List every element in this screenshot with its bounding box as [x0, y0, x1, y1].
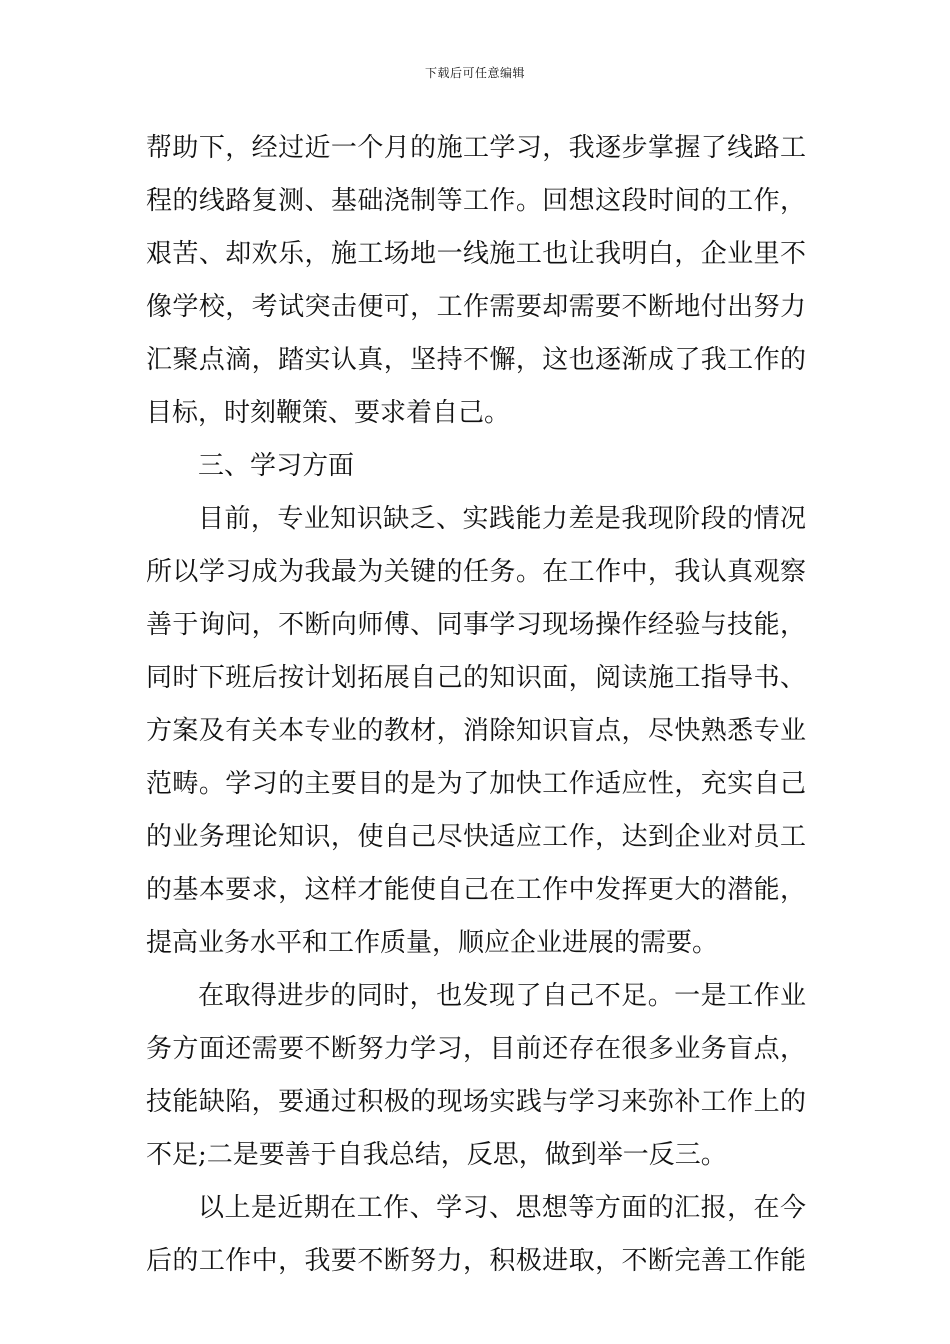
text-line: 的业务理论知识，使自己尽快适应工作，达到企业对员工 — [146, 822, 806, 852]
text-line: 善于询问，不断向师傅、同事学习现场操作经验与技能， — [146, 610, 806, 640]
text-line: 后的工作中，我要不断努力，积极进取，不断完善工作能 — [146, 1246, 806, 1276]
text-line: 目前，专业知识缺乏、实践能力差是我现阶段的情况 — [198, 504, 806, 534]
text-line: 方案及有关本专业的教材，消除知识盲点，尽快熟悉专业 — [146, 716, 806, 746]
text-line: 艰苦、却欢乐，施工场地一线施工也让我明白，企业里不 — [146, 239, 806, 269]
text-line: 帮助下，经过近一个月的施工学习，我逐步掌握了线路工 — [146, 133, 806, 163]
text-line: 汇聚点滴，踏实认真，坚持不懈，这也逐渐成了我工作的 — [146, 345, 806, 375]
text-line: 同时下班后按计划拓展自己的知识面，阅读施工指导书、 — [146, 663, 806, 693]
text-line: 不足;二是要善于自我总结，反思，做到举一反三。 — [146, 1140, 727, 1170]
text-line: 范畴。学习的主要目的是为了加快工作适应性，充实自己 — [146, 769, 806, 799]
document-body — [146, 122, 806, 1288]
text-line: 像学校，考试突击便可，工作需要却需要不断地付出努力 — [146, 292, 806, 322]
page-header — [0, 64, 950, 82]
text-line: 提高业务水平和工作质量，顺应企业进展的需要。 — [146, 928, 719, 958]
text-line: 所以学习成为我最为关键的任务。在工作中，我认真观察 — [146, 557, 806, 587]
header-text: 下载后可任意编辑 — [424, 66, 525, 80]
text-line: 的基本要求，这样才能使自己在工作中发挥更大的潜能， — [146, 875, 806, 905]
text-line: 在取得进步的同时，也发现了自己不足。一是工作业 — [198, 981, 806, 1011]
paragraph — [146, 493, 806, 970]
paragraph — [146, 970, 806, 1182]
text-line: 程的线路复测、基础浇制等工作。回想这段时间的工作， — [146, 186, 806, 216]
heading-text: 三、学习方面 — [198, 451, 355, 481]
paragraph — [146, 1182, 806, 1288]
section-heading — [146, 440, 806, 493]
text-line: 技能缺陷，要通过积极的现场实践与学习来弥补工作上的 — [146, 1087, 806, 1117]
paragraph — [146, 122, 806, 440]
text-line: 以上是近期在工作、学习、思想等方面的汇报，在今 — [198, 1193, 806, 1223]
text-line: 务方面还需要不断努力学习，目前还存在很多业务盲点， — [146, 1034, 806, 1064]
text-line: 目标，时刻鞭策、要求着自己。 — [146, 398, 511, 428]
